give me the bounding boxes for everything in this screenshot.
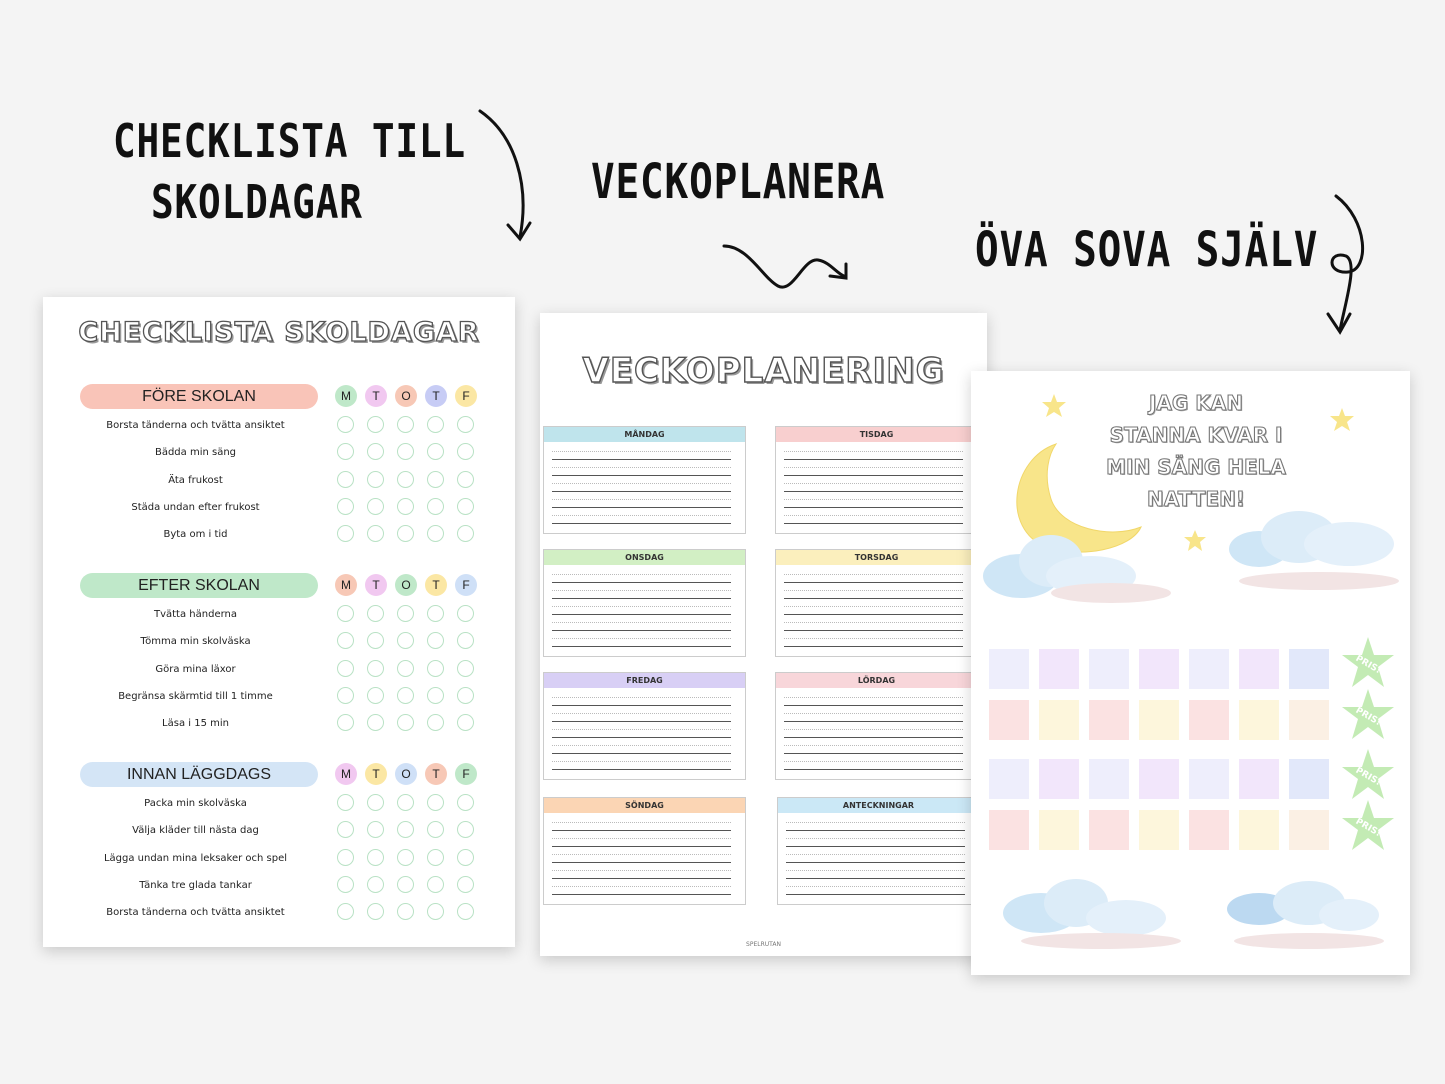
weekday-badge: T [425,763,447,785]
sleep-title-line3: MIN SÄNG HELA [1106,455,1286,479]
task-checkbox[interactable] [427,903,444,920]
task-checkbox[interactable] [367,498,384,515]
task-checkbox[interactable] [397,525,414,542]
sleep-title-line1: JAG KAN [1148,391,1243,415]
star-icon [1041,393,1067,419]
day-label: TORSDAG [776,550,977,565]
dot-guide [552,854,731,855]
task-checkbox[interactable] [367,876,384,893]
sticker-square[interactable] [1039,810,1079,850]
checklist-page [43,297,515,947]
task-checkbox[interactable] [337,714,354,731]
task-checkbox[interactable] [367,794,384,811]
task-label: Äta frukost [168,474,223,486]
writing-line[interactable] [552,630,731,631]
heading-checklist-line1: CHECKLISTA TILL [113,114,466,168]
dot-guide [552,886,731,887]
weekday-badge: T [425,574,447,596]
dot-guide [552,622,731,623]
arrow-loop-down-icon [1318,190,1378,340]
task-checkbox[interactable] [367,714,384,731]
weekday-badge: O [395,574,417,596]
dot-guide [784,713,963,714]
weekday-badge: T [365,574,387,596]
dot-guide [784,606,963,607]
dot-guide [784,483,963,484]
day-block [777,797,980,905]
day-block [543,426,746,534]
task-checkbox[interactable] [457,687,474,704]
dot-guide [552,606,731,607]
task-checkbox[interactable] [397,605,414,622]
prize-label: PRIS! [1353,653,1383,677]
task-checkbox[interactable] [457,416,474,433]
dot-guide [552,590,731,591]
task-checkbox[interactable] [367,903,384,920]
sticker-square[interactable] [1139,759,1179,799]
dot-guide [786,838,965,839]
day-label: LÖRDAG [776,673,977,688]
writing-line[interactable] [786,894,965,895]
task-label: Borsta tänderna och tvätta ansiktet [106,420,285,431]
cloud-icon [1219,499,1409,599]
sticker-square[interactable] [989,759,1029,799]
dot-guide [786,822,965,823]
writing-line[interactable] [552,878,731,879]
day-block [775,672,978,780]
prize-label: PRIS! [1353,816,1383,840]
writing-line[interactable] [784,598,963,599]
task-checkbox[interactable] [367,525,384,542]
section-header: FÖRE SKOLAN [80,384,318,409]
weekplan-page-title: VECKOPLANERING [582,351,945,391]
sleep-chart-page [971,371,1410,975]
writing-line[interactable] [552,523,731,524]
task-checkbox[interactable] [337,632,354,649]
task-checkbox[interactable] [397,471,414,488]
writing-line[interactable] [552,507,731,508]
section-header: EFTER SKOLAN [80,573,318,598]
dot-guide [786,870,965,871]
weekplan-page [540,313,987,956]
sticker-square[interactable] [989,649,1029,689]
prize-star-icon [1340,635,1396,691]
task-checkbox[interactable] [367,821,384,838]
dot-guide [784,638,963,639]
prize-star-icon [1340,798,1396,854]
task-checkbox[interactable] [367,416,384,433]
task-checkbox[interactable] [397,876,414,893]
sticker-square[interactable] [1089,810,1129,850]
arrow-curve-down-icon [470,105,550,245]
writing-line[interactable] [552,721,731,722]
writing-line[interactable] [552,582,731,583]
task-label: Byta om i tid [163,529,228,541]
weekday-badge: O [395,385,417,407]
task-checkbox[interactable] [427,416,444,433]
task-checkbox[interactable] [367,849,384,866]
task-checkbox[interactable] [397,416,414,433]
dot-guide [784,761,963,762]
task-checkbox[interactable] [367,687,384,704]
writing-line[interactable] [552,894,731,895]
sticker-square[interactable] [1239,649,1279,689]
task-checkbox[interactable] [427,821,444,838]
dot-guide [784,745,963,746]
task-checkbox[interactable] [457,525,474,542]
sticker-square[interactable] [1039,759,1079,799]
sticker-square[interactable] [989,810,1029,850]
day-block [775,549,978,657]
weekplan-footer: SPELRUTAN [746,941,781,948]
writing-line[interactable] [784,721,963,722]
task-checkbox[interactable] [337,876,354,893]
task-checkbox[interactable] [337,794,354,811]
task-checkbox[interactable] [457,714,474,731]
sticker-square[interactable] [989,700,1029,740]
sticker-square[interactable] [1239,700,1279,740]
sleep-title-line4: NATTEN! [1147,487,1245,511]
sticker-square[interactable] [1189,810,1229,850]
task-label: Begränsa skärmtid till 1 timme [118,690,273,702]
checklist-page-title: CHECKLISTA SKOLDAGAR [78,317,480,348]
writing-line[interactable] [552,862,731,863]
dot-guide [552,745,731,746]
task-checkbox[interactable] [337,903,354,920]
task-checkbox[interactable] [427,632,444,649]
writing-line[interactable] [784,753,963,754]
writing-line[interactable] [552,737,731,738]
sticker-square[interactable] [1189,700,1229,740]
dot-guide [552,483,731,484]
day-block [543,672,746,780]
writing-line[interactable] [784,630,963,631]
writing-line[interactable] [786,830,965,831]
task-label: Borsta tänderna och tvätta ansiktet [106,907,285,919]
task-label: Välja kläder till nästa dag [132,825,259,837]
writing-line[interactable] [784,646,963,647]
writing-line[interactable] [552,769,731,770]
dot-guide [784,467,963,468]
dot-guide [784,590,963,591]
task-checkbox[interactable] [397,903,414,920]
writing-line[interactable] [552,846,731,847]
task-checkbox[interactable] [427,714,444,731]
task-checkbox[interactable] [337,660,354,677]
writing-line[interactable] [784,737,963,738]
arrow-squiggle-icon [718,238,858,298]
dot-guide [552,697,731,698]
writing-line[interactable] [784,491,963,492]
task-checkbox[interactable] [397,660,414,677]
heading-weekplan: VECKOPLANERA [591,154,886,210]
task-checkbox[interactable] [427,525,444,542]
writing-line[interactable] [784,769,963,770]
sticker-square[interactable] [1239,810,1279,850]
dot-guide [552,729,731,730]
weekday-badge: T [425,385,447,407]
task-checkbox[interactable] [457,605,474,622]
dot-guide [552,451,731,452]
task-checkbox[interactable] [337,605,354,622]
task-checkbox[interactable] [397,849,414,866]
dot-guide [784,697,963,698]
prize-star-icon [1340,687,1396,743]
writing-line[interactable] [786,846,965,847]
writing-line[interactable] [552,475,731,476]
task-checkbox[interactable] [397,794,414,811]
weekday-badge: O [395,763,417,785]
cloud-icon [991,873,1181,953]
task-label: Läsa i 15 min [162,718,229,730]
task-checkbox[interactable] [427,849,444,866]
dot-guide [784,622,963,623]
dot-guide [552,838,731,839]
cloud-icon [971,521,1181,611]
star-icon [1329,407,1355,433]
task-checkbox[interactable] [367,632,384,649]
writing-line[interactable] [784,475,963,476]
task-checkbox[interactable] [427,471,444,488]
task-checkbox[interactable] [337,471,354,488]
heading-sleep: ÖVA SOVA SJÄLV [975,222,1319,278]
writing-line[interactable] [552,459,731,460]
heading-checklist-line2: SKOLDAGAR [151,175,363,229]
task-checkbox[interactable] [367,471,384,488]
day-label: ANTECKNINGAR [778,798,979,813]
day-label: SÖNDAG [544,798,745,813]
writing-line[interactable] [552,491,731,492]
task-label: Tvätta händerna [153,609,237,620]
writing-line[interactable] [784,705,963,706]
dot-guide [552,499,731,500]
task-checkbox[interactable] [427,794,444,811]
day-label: TISDAG [776,427,977,442]
task-checkbox[interactable] [337,849,354,866]
task-checkbox[interactable] [457,471,474,488]
dot-guide [552,761,731,762]
weekday-badge: F [455,574,477,596]
sticker-square[interactable] [1039,649,1079,689]
dot-guide [784,729,963,730]
task-checkbox[interactable] [427,605,444,622]
task-label: Tänka tre glada tankar [139,879,252,891]
sticker-square[interactable] [1039,700,1079,740]
task-checkbox[interactable] [457,849,474,866]
day-block [543,549,746,657]
task-label: Bädda min säng [154,447,237,459]
day-block [543,797,746,905]
task-checkbox[interactable] [337,525,354,542]
weekday-badge: F [455,385,477,407]
writing-line[interactable] [784,582,963,583]
sticker-square[interactable] [1139,810,1179,850]
weekday-badge: T [365,385,387,407]
prize-label: PRIS! [1353,765,1383,789]
writing-line[interactable] [784,523,963,524]
task-label: Städa undan efter frukost [131,501,260,513]
dot-guide [552,870,731,871]
dot-guide [552,638,731,639]
task-checkbox[interactable] [367,660,384,677]
dot-guide [552,822,731,823]
writing-line[interactable] [786,878,965,879]
task-label: Packa min skolväska [144,798,247,809]
sticker-square[interactable] [1289,759,1329,799]
writing-line[interactable] [784,459,963,460]
writing-line[interactable] [784,507,963,508]
task-checkbox[interactable] [427,498,444,515]
task-checkbox[interactable] [337,416,354,433]
sleep-title-line2: STANNA KVAR I [1109,423,1283,447]
sticker-square[interactable] [1289,810,1329,850]
task-label: Lägga undan mina leksaker och spel [103,852,288,864]
dot-guide [552,574,731,575]
writing-line[interactable] [552,753,731,754]
sticker-square[interactable] [1089,759,1129,799]
writing-line[interactable] [552,705,731,706]
task-checkbox[interactable] [397,498,414,515]
dot-guide [784,515,963,516]
dot-guide [552,713,731,714]
task-checkbox[interactable] [457,821,474,838]
sticker-square[interactable] [1139,649,1179,689]
dot-guide [552,467,731,468]
task-checkbox[interactable] [457,660,474,677]
task-checkbox[interactable] [427,660,444,677]
task-checkbox[interactable] [457,632,474,649]
writing-line[interactable] [552,830,731,831]
task-checkbox[interactable] [457,794,474,811]
task-checkbox[interactable] [337,498,354,515]
sticker-square[interactable] [1189,759,1229,799]
weekday-badge: F [455,763,477,785]
dot-guide [784,499,963,500]
task-checkbox[interactable] [457,876,474,893]
writing-line[interactable] [552,598,731,599]
prize-star-icon [1340,747,1396,803]
day-block [775,426,978,534]
task-checkbox[interactable] [397,714,414,731]
task-checkbox[interactable] [397,687,414,704]
dot-guide [786,854,965,855]
task-label: Göra mina läxor [155,663,236,675]
sticker-square[interactable] [1289,700,1329,740]
sticker-square[interactable] [1139,700,1179,740]
task-checkbox[interactable] [457,903,474,920]
task-label: Tömma min skolväska [140,636,251,648]
dot-guide [552,515,731,516]
task-checkbox[interactable] [337,443,354,460]
sticker-square[interactable] [1089,700,1129,740]
dot-guide [786,886,965,887]
task-checkbox[interactable] [397,443,414,460]
task-checkbox[interactable] [427,687,444,704]
weekday-badge: M [335,574,357,596]
weekday-badge: M [335,763,357,785]
section-header: INNAN LÄGGDAGS [80,762,318,787]
writing-line[interactable] [784,614,963,615]
day-label: ONSDAG [544,550,745,565]
task-checkbox[interactable] [397,821,414,838]
star-icon [1183,529,1207,553]
writing-line[interactable] [552,646,731,647]
task-checkbox[interactable] [337,821,354,838]
day-label: MÅNDAG [544,427,745,442]
weekday-badge: M [335,385,357,407]
weekday-badge: T [365,763,387,785]
task-checkbox[interactable] [397,632,414,649]
writing-line[interactable] [786,862,965,863]
sticker-square[interactable] [1189,649,1229,689]
cloud-icon [1219,873,1389,953]
task-checkbox[interactable] [457,498,474,515]
task-checkbox[interactable] [337,687,354,704]
sticker-square[interactable] [1089,649,1129,689]
task-checkbox[interactable] [427,876,444,893]
task-checkbox[interactable] [457,443,474,460]
day-label: FREDAG [544,673,745,688]
prize-label: PRIS! [1353,705,1383,729]
dot-guide [784,574,963,575]
sticker-square[interactable] [1289,649,1329,689]
task-checkbox[interactable] [367,443,384,460]
dot-guide [784,451,963,452]
sticker-square[interactable] [1239,759,1279,799]
task-checkbox[interactable] [427,443,444,460]
writing-line[interactable] [552,614,731,615]
task-checkbox[interactable] [367,605,384,622]
